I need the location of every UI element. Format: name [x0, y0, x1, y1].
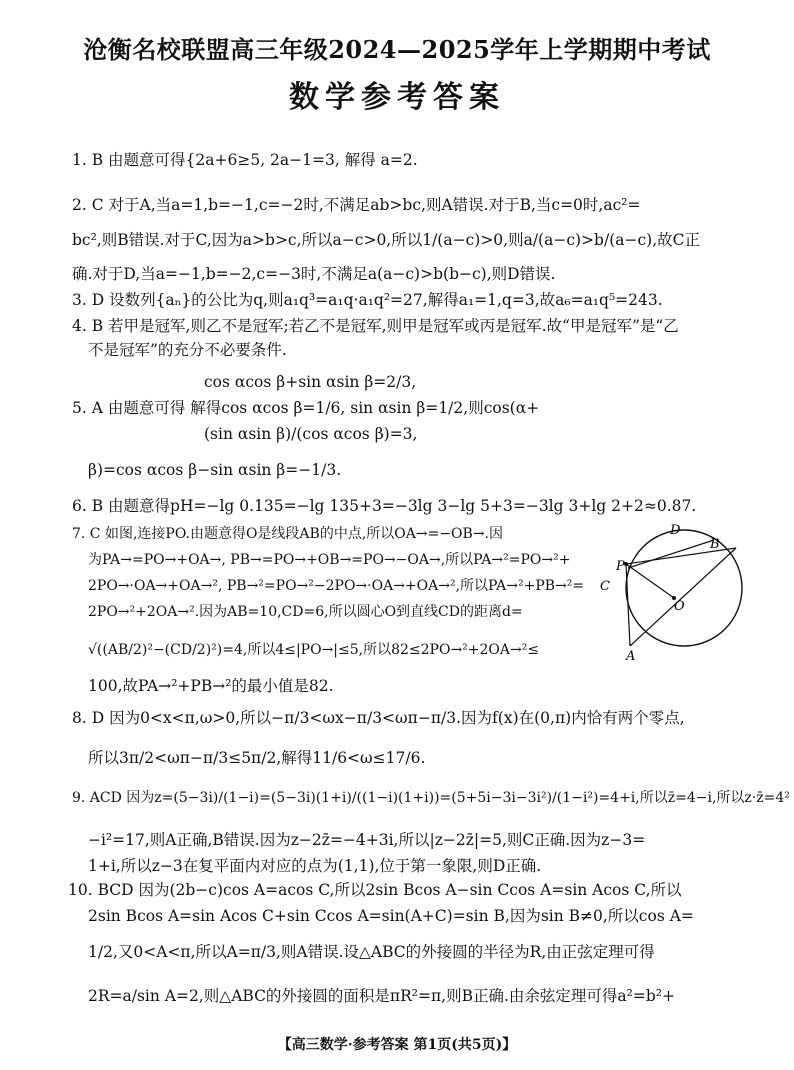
answer-7-line-1: 7. C 如图,连接PO.由题意得O是线段AB的中点,所以OA→=−OB→.因	[72, 526, 503, 542]
answer-7-line-3: 2PO→·OA→+OA→², PB→²=PO→²−2PO→·OA→+OA→²,所以PA→²+PB→²=	[88, 578, 585, 594]
answer-8-line-2: 所以3π/2<ωπ−π/3≤5π/2,解得11/6<ω≤17/6.	[88, 749, 426, 767]
answer-4-line-1: 4. B 若甲是冠军,则乙不是冠军;若乙不是冠军,则甲是冠军或丙是冠军.故“甲是冠军”是“乙	[72, 317, 679, 335]
label-b: B	[710, 537, 720, 552]
label-c: C	[600, 579, 610, 594]
answer-7-line-5: √((AB/2)²−(CD/2)²)=4,所以4≤|PO→|≤5,所以82≤2PO→²+2OA→²≤	[88, 642, 540, 658]
label-p: P	[616, 559, 625, 574]
answer-9-line-3: 1+i,所以z−3在复平面内对应的点为(1,1),位于第一象限,则D正确.	[88, 857, 542, 875]
answer-7-line-6: 100,故PA→²+PB→²的最小值是82.	[88, 677, 334, 695]
answer-3: 3. D 设数列{aₙ}的公比为q,则a₁q³=a₁q·a₁q²=27,解得a₁=1,q=3,故a₆=a₁q⁵=243.	[72, 291, 663, 309]
answer-10-line-1: 10. BCD 因为(2b−c)cos A=acos C,所以2sin Bcos A−sin Ccos A=sin Acos C,所以	[68, 881, 682, 899]
answer-5-system-1: cos αcos β+sin αsin β=2/3,	[204, 373, 417, 391]
circle	[626, 530, 742, 646]
exam-title: 沧衡名校联盟高三年级2024—2025学年上学期期中考试	[83, 35, 711, 64]
chord-cd	[628, 540, 714, 568]
answer-8-line-1: 8. D 因为0<x<π,ω>0,所以−π/3<ωx−π/3<ωπ−π/3.因为f(x)在(0,π)内恰有两个零点,	[72, 709, 685, 727]
answer-10-line-4: 2R=a/sin A=2,则△ABC的外接圆的面积是πR²=π,则B正确.由余弦定理可得a²=b²+	[88, 987, 675, 1005]
segment-pa	[626, 564, 630, 646]
answer-5-system-2: (sin αsin β)/(cos αcos β)=3,	[204, 425, 418, 443]
answer-7-line-4: 2PO→²+2OA→².因为AB=10,CD=6,所以圆心O到直线CD的距离d=	[88, 604, 523, 620]
answer-key-title: 数学参考答案	[289, 80, 505, 115]
answer-10-line-2: 2sin Bcos A=sin Acos C+sin Ccos A=sin(A+C)=sin B,因为sin B≠0,所以cos A=	[88, 907, 694, 925]
answer-9-line-1: 9. ACD 因为z=(5−3i)/(1−i)=(5−3i)(1+i)/((1−i)(1+i))=(5+5i−3i−3i²)/(1−i²)=4+i,所以z̄=4−i,所以z·z̄=4²	[72, 790, 790, 806]
label-a: A	[626, 649, 636, 664]
segment-po	[626, 564, 674, 598]
label-o: O	[674, 599, 685, 614]
answer-6: 6. B 由题意得pH=−lg 0.135=−lg 135+3=−3lg 3−lg 5+3=−3lg 3+lg 2+2≈0.87.	[72, 497, 697, 515]
page-footer: 【高三数学·参考答案 第1页(共5页)】	[277, 1037, 517, 1053]
answer-10-line-3: 1/2,又0<A<π,所以A=π/3,则A错误.设△ABC的外接圆的半径为R,由正弦定理可得	[88, 943, 655, 961]
answer-4-line-2: 不是冠军”的充分不必要条件.	[88, 341, 287, 359]
answer-2-line-3: 确.对于D,当a=−1,b=−2,c=−3时,不满足a(a−c)>b(b−c),则D错误.	[72, 265, 556, 283]
circle-diagram	[596, 518, 776, 668]
answer-5-line-1: 5. A 由题意可得 解得cos αcos β=1/6, sin αsin β=1/2,则cos(α+	[72, 399, 540, 417]
answer-2-line-2: bc²,则B错误.对于C,因为a>b>c,所以a−c>0,所以1/(a−c)>0,则a/(a−c)>b/(a−c),故C正	[72, 231, 700, 249]
answer-7-line-2: 为PA→=PO→+OA→, PB→=PO→+OB→=PO→−OA→,所以PA→²=PO→²+	[88, 552, 571, 568]
answer-2-line-1: 2. C 对于A,当a=1,b=−1,c=−2时,不满足ab>bc,则A错误.对于B,当c=0时,ac²=	[72, 196, 641, 214]
answer-5-line-2: β)=cos αcos β−sin αsin β=−1/3.	[88, 461, 342, 479]
label-d: D	[670, 523, 681, 538]
answer-1: 1. B 由题意可得{2a+6≥5, 2a−1=3, 解得 a=2.	[72, 151, 418, 169]
answer-9-line-2: −i²=17,则A正确,B错误.因为z−2z̄=−4+3i,所以|z−2z̄|=5,则C正确.因为z−3=	[88, 831, 646, 849]
